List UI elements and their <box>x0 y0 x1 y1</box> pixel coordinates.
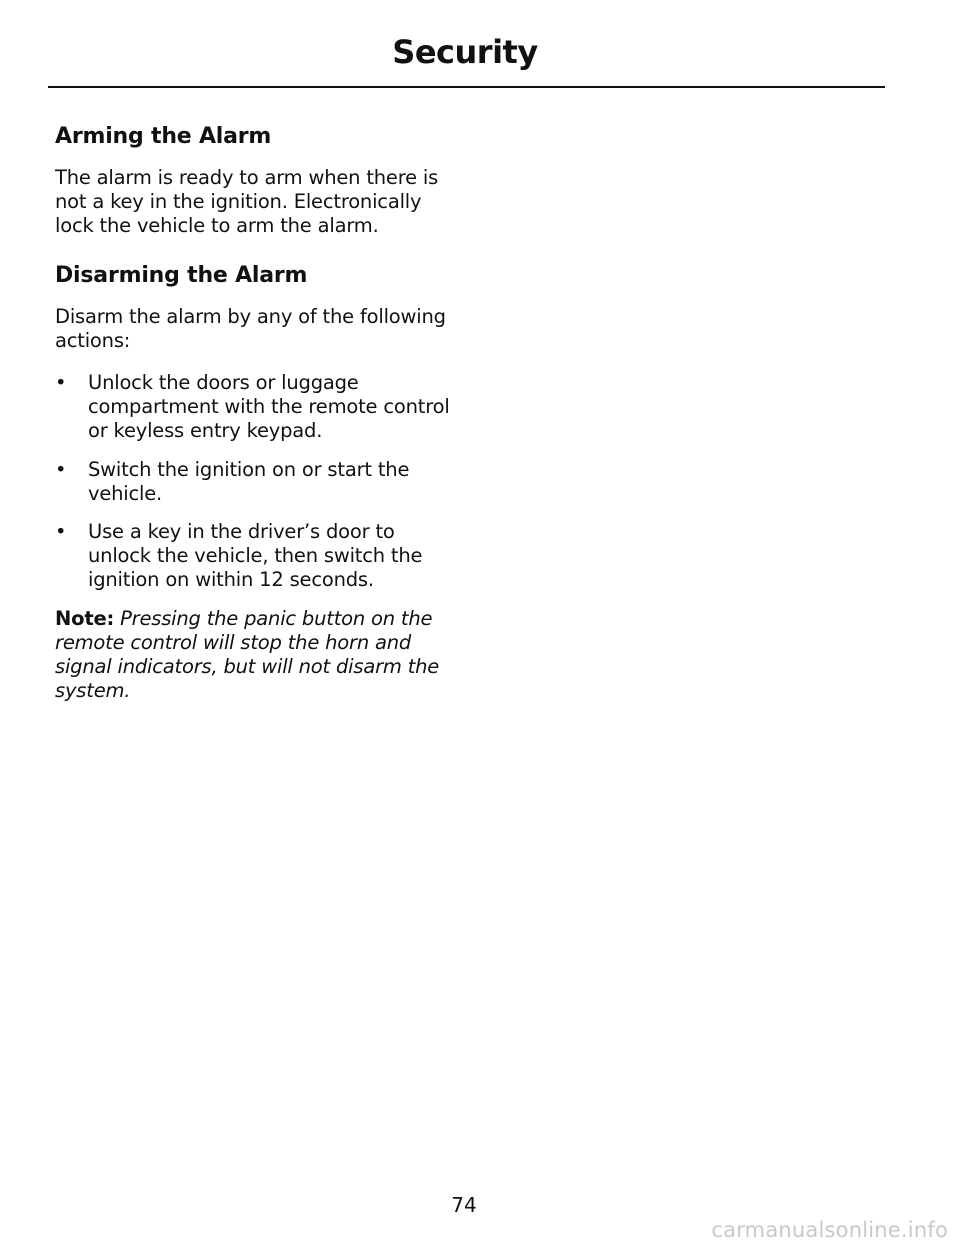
note-label: Note: <box>55 606 115 630</box>
list-item <box>55 371 450 444</box>
page-title: Security <box>392 33 538 71</box>
bullet-glyph: • <box>55 520 67 544</box>
list-item <box>55 520 450 593</box>
note-paragraph <box>55 607 450 704</box>
main-content <box>55 122 450 703</box>
page-number: 74 <box>451 1193 477 1217</box>
list-item-text: Use a key in the driver’s door to unlock the vehicle, then switch the ignition on within 12 seconds. <box>88 520 423 592</box>
heading-arming-the-alarm: Arming the Alarm <box>55 124 272 149</box>
header-divider <box>48 86 885 88</box>
bullet-glyph: • <box>55 457 67 481</box>
disarm-actions-list <box>55 371 450 593</box>
watermark-text: carmanualsonline.info <box>711 1218 948 1242</box>
list-item <box>55 458 450 506</box>
list-item-text: Switch the ignition on or start the vehicle. <box>88 457 410 505</box>
bullet-glyph: • <box>55 371 67 395</box>
note-text: Pressing the panic button on the remote control will stop the horn and signal indicators, but will not disarm the system. <box>55 606 440 703</box>
disarming-intro-paragraph: Disarm the alarm by any of the following actions: <box>55 304 446 352</box>
arming-paragraph: The alarm is ready to arm when there is not a key in the ignition. Electronically lock the vehicle to arm the alarm. <box>55 166 439 238</box>
heading-disarming-the-alarm: Disarming the Alarm <box>55 262 308 288</box>
list-item-text: Unlock the doors or luggage compartment with the remote control or keyless entry keypad. <box>88 371 450 443</box>
